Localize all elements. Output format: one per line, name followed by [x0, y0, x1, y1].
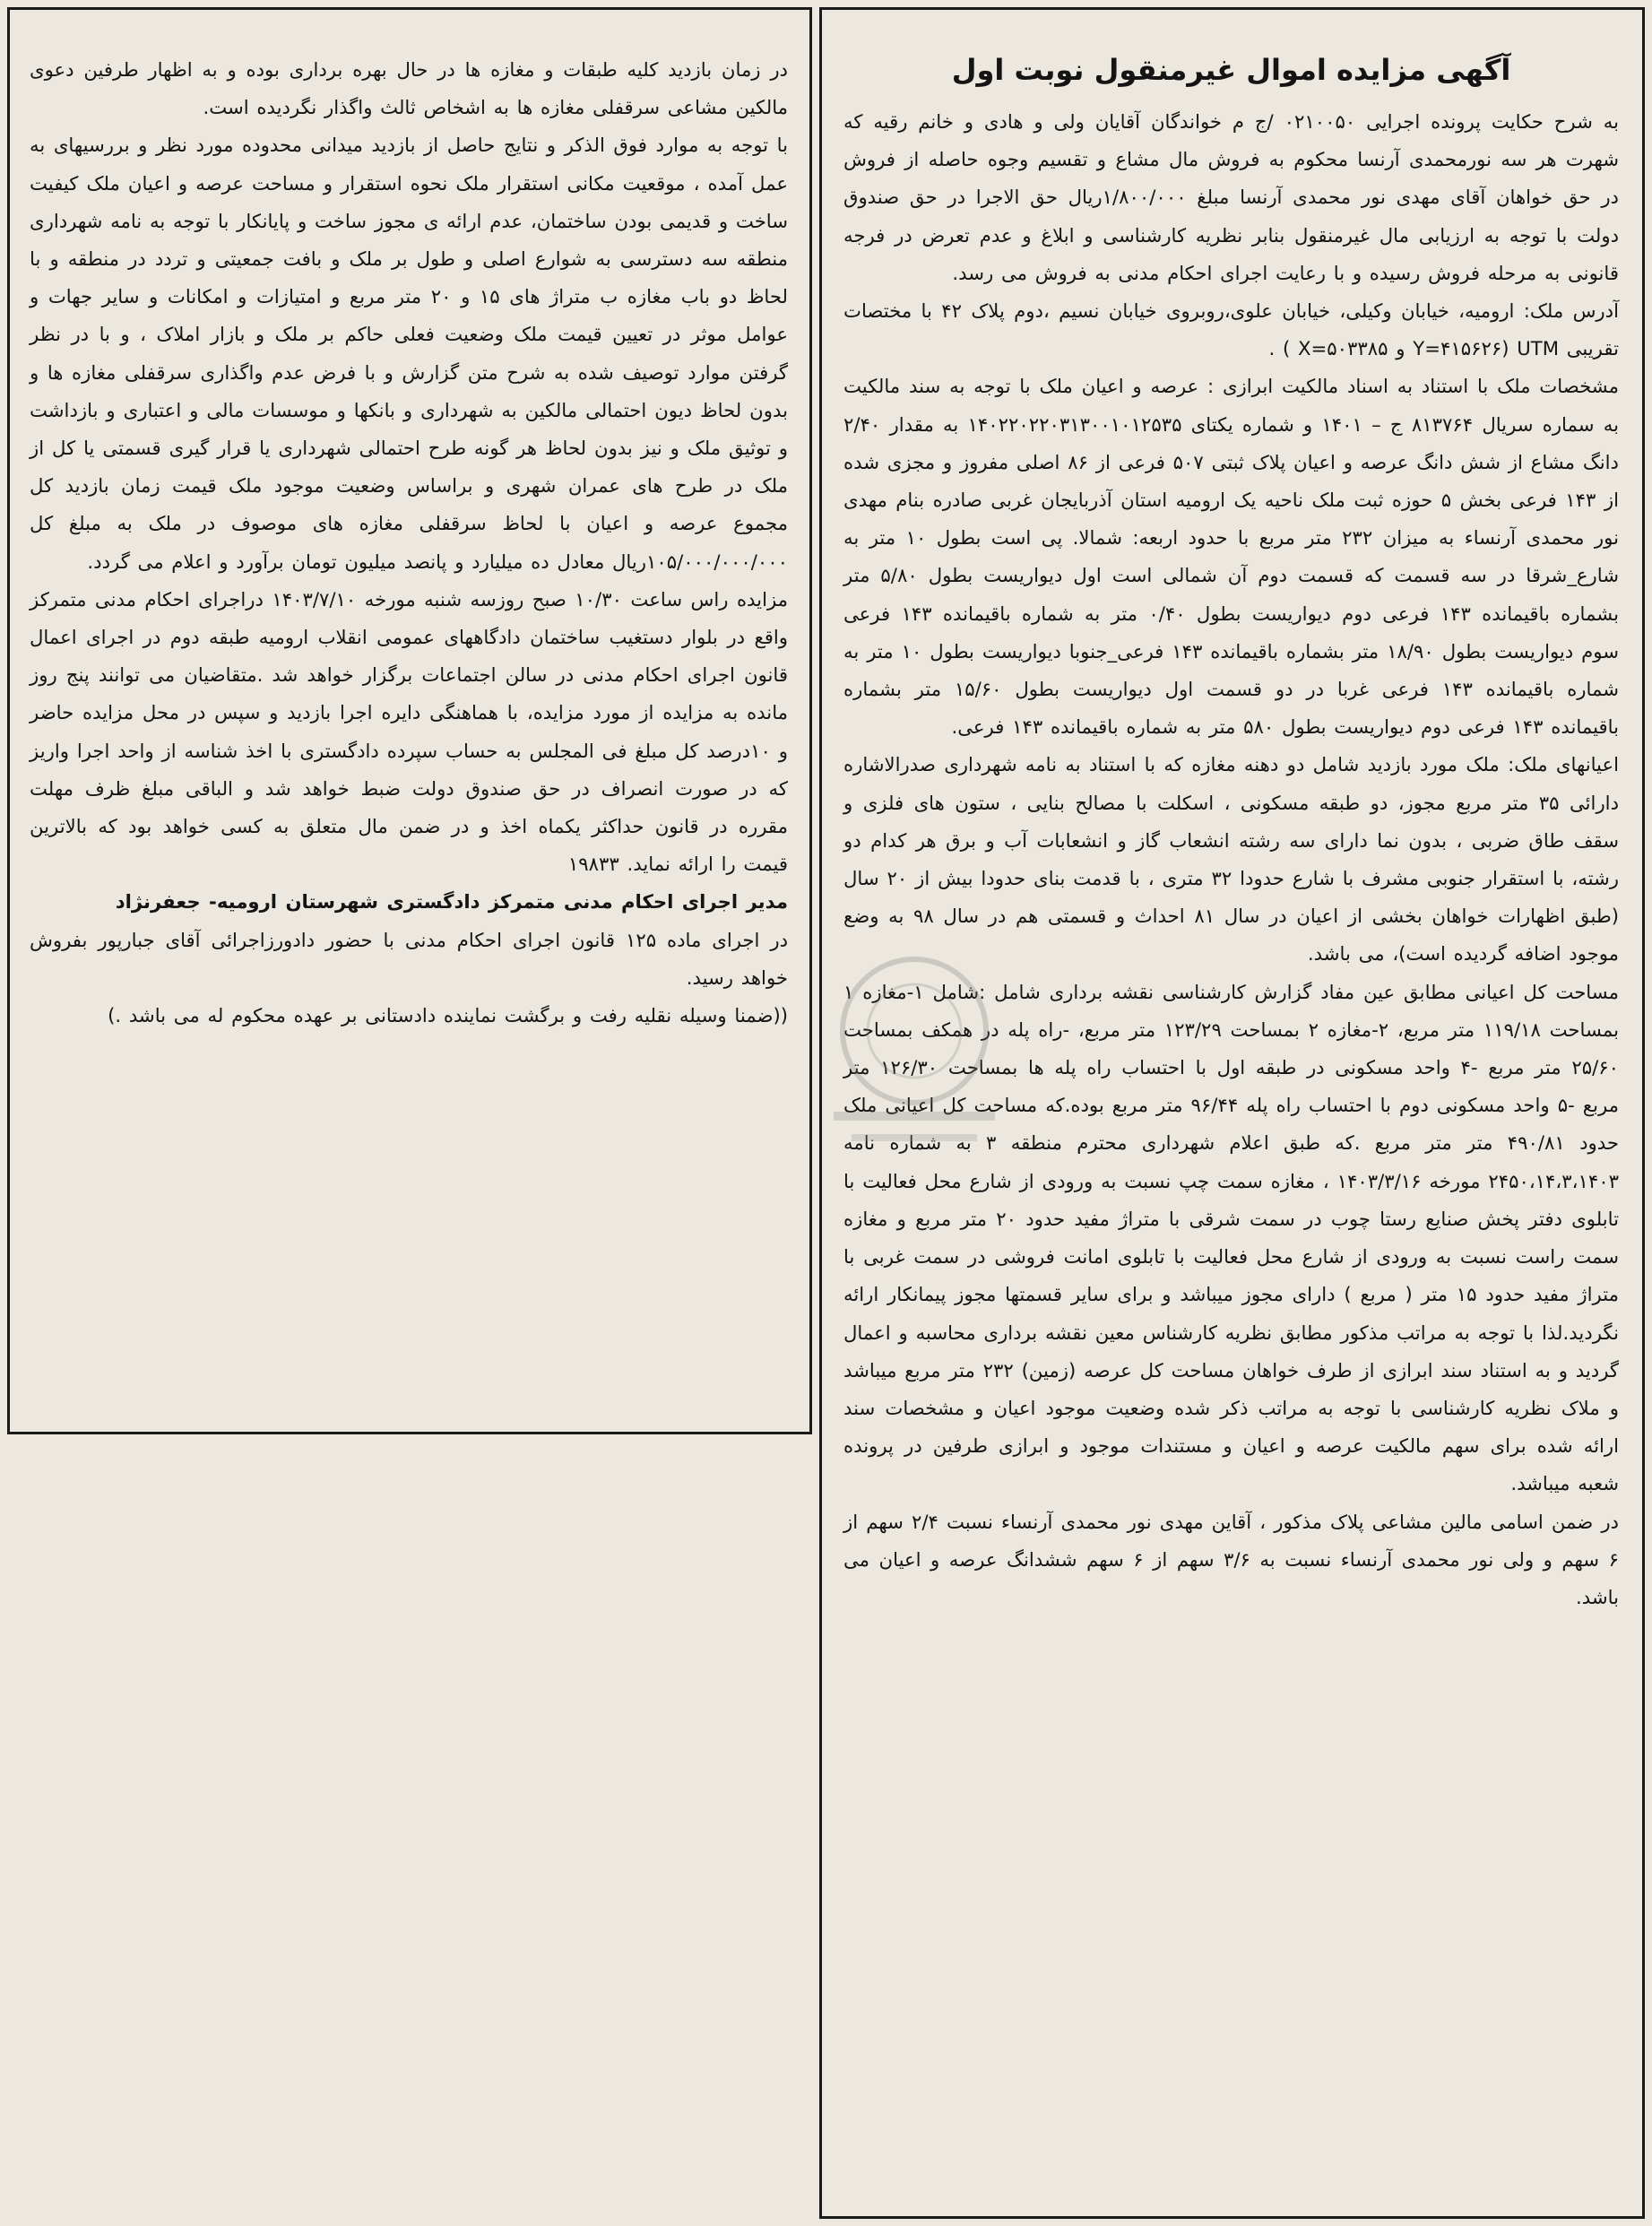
transport-note: ((ضمنا وسیله نقلیه رفت و برگشت نماینده دادستانی بر عهده محکوم له می باشد .) — [108, 1004, 788, 1027]
total-area-paragraph: مساحت کل اعیانی مطابق عین مفاد گزارش کارشناسی نقشه برداری شامل :شامل ۱-مغازه ۱ بمساحت ۱۱۹/۱۸ متر مربع، ۲-مغازه ۲ بمساحت ۱۲۳/۲۹ متر مربع، -راه پله در همکف بمساحت ۲۵/۶۰ متر مربع -۴ واحد مسکونی در طبقه اول با احتساب راه پله ها بمساحت ۱۲۶/۳۰ متر مربع -۵ واحد مسکونی دوم با احتساب راه پله ۹۶/۴۴ متر مربع بوده.که مساحت کل اعیانی ملک حدود ۴۹۰/۸۱ متر متر مربع .که طبق اعلام شهرداری محترم منطقه ۳ به شماره نامه ۲۴۵۰،۱۴،۳،۱۴۰۳ مورخه ۱۴۰۳/۳/۱۶ ، مغازه سمت چپ نسبت به ورودی از شارع محل فعالیت با تابلوی دفتر پخش صنایع رستا چوب در سمت شرقی با متراژ مفید حدود ۲۰ متر مربع و مغازه سمت راست نسبت به ورودی از شارع محل فعالیت با تابلوی امانت فروشی در سمت غربی با متراژ مفید حدود ۱۵ متر ( مربع ) دارای مجوز میباشد و برای سایر قسمتها مجوز پیمانکار ارائه نگردید.لذا با توجه به مراتب مذکور مطابق نظریه کارشناس معین نقشه برداری محاسبه و اعمال گردید و به استناد سند ابرازی از طرف خواهان مساحت کل عرصه (زمین) ۲۳۲ متر مربع میباشد و ملاک نظریه کارشناسی با توجه به مراتب ذکر شده وضعیت موجود اعیان و مشخصات سند ارائه شده برای سهم مالکیت عرصه و اعیان و مستندات موجود و ابرازی طرفین در پرونده شعبه میباشد. — [843, 980, 1620, 1495]
case-summary-paragraph: به شرح حکایت پرونده اجرایی ۰۲۱۰۰۵۰ /ج م خواندگان آقایان ولی و هادی و خانم رقیه که شهرت هر سه نورمحمدی آرنسا محکوم به فروش مال مشاع و تقسیم وجوه حاصله از فروش در حق خواهان آقای مهدی نور محمدی آرنسا مبلغ ۱/۸۰۰/۰۰۰ریال حق الاجرا در حق صندوق دولت با توجه به ارزیابی مال غیرمنقول بنابر نظریه کارشناسی و ابلاغ و عدم تعرض در فرجه قانونی به مرحله فروش رسیده و با رعایت اجرای احکام مدنی به فروش می رسد. — [843, 110, 1619, 284]
notice-continuation-column — [7, 7, 812, 1434]
signature-line: مدیر اجرای احکام مدنی متمرکز دادگستری شهرستان ارومیه- جعفرنژاد — [115, 890, 788, 914]
co-owners-paragraph: در ضمن اسامی مالین مشاعی پلاک مذکور ، آقاین مهدی نور محمدی آرنساء نسبت ۲/۴ سهم از ۶ سهم و ولی نور محمدی آرنساء نسبت به ۳/۶ سهم از ۶ سهم ششدانگ عرصه و اعیان می باشد. — [843, 1510, 1619, 1608]
visit-status-paragraph: در زمان بازدید کلیه طبقات و مغازه ها در حال بهره برداری بوده و به اظهار طرفین دعوی مالکین مشاعی سرقفلی مغازه ها به اشخاص ثالث واگذار نگردیده است. — [30, 58, 788, 119]
auction-time-paragraph: مزایده راس ساعت ۱۰/۳۰ صبح روزسه شنبه مورخه ۱۴۰۳/۷/۱۰ دراجرای احکام مدنی متمرکز واقع در بلوار دستغیب ساختمان دادگاههای عمومی انقلاب ارومیه طبقه دوم در اجرای اعمال قانون اجرای احکام مدنی در سالن اجتماعات برگزار خواهد شد .متقاضیان می توانند پنج روز مانده به مزایده از مورد مزایده، با هماهنگی دایره اجرا بازدید و سپس در محل مزایده حاضر و ۱۰درصد کل مبلغ فی المجلس به حساب سپرده دادگستری با اخذ شناسه از واحد اجرا واریز که در صورت انصراف در حق صندوق دولت ضبط خواهد شد و الباقی مبلغ ظرف مهلت مقرره در قانون حداکثر یکماه اخذ و در ضمن مال متعلق به کسی خواهد بود که بالاترین قیمت را ارائه نماید. ۱۹۸۳۳ — [30, 587, 788, 876]
article-note: در اجرای ماده ۱۲۵ قانون اجرای احکام مدنی با حضور دادورزاجرائی آقای جبارپور بفروش خواهد رسید. — [30, 928, 789, 989]
valuation-paragraph: با توجه به موارد فوق الذکر و نتایج حاصل از بازدید میدانی محدوده مورد نظر و بررسیهای به عمل آمده ، موقعیت مکانی استقرار ملک نحوه استقرار و مساحت عرصه و اعیان ملک کیفیت ساخت و قدیمی بودن ساختمان، عدم ارائه ی مجوز ساخت و پایانکار با توجه به نامه شهرداری منطقه سه دسترسی به شوارع اصلی و طول بر ملک و بافت جمعیتی و تردد در منطقه و با لحاظ دو باب مغازه ب متراژ های ۱۵ و ۲۰ متر مربع و امتیازات و امکانات و سایر جهات و عوامل موثر در تعیین قیمت ملک وضعیت فعلی حاکم بر ملک و بازار املاک ، و با در نظر گرفتن موارد توصیف شده به شرح متن گزارش و با فرض عدم واگذاری سرقفلی مغازه ها و بدون لحاظ دیون احتمالی مالکین به شهرداری و بانکها و موسسات مالی و اعتباری و بازداشت و توثیق ملک و نیز بدون لحاظ هر گونه طرح احتمالی شهرداری یا قرار گیری قسمتی یا کل از ملک در طرح های عمران شهری و براساس وضعیت موجود ملک قیمت زمان بازدید کل مجموع عرصه و اعیان با لحاظ سرقفلی مغازه های موصوف در ملک به مبلغ کل ۱۰۵/۰۰۰/۰۰۰/۰۰۰ریال معادل ده میلیارد و پانصد میلیون تومان برآورد و اعلام می گردد. — [30, 134, 789, 573]
notice-title: آگهی مزایده اموال غیرمنقول نوبت اول — [951, 53, 1511, 87]
property-specs-paragraph: مشخصات ملک با استناد به اسناد مالکیت ابرازی : عرصه و اعیان ملک با توجه به سند مالکیت به سماره سریال ۸۱۳۷۶۴ ج – ۱۴۰۱ و شماره یکتای ۱۴۰۲۲۰۲۲۰۳۱۳۰۰۱۰۱۲۵۳۵ به مقدار ۲/۴۰ دانگ مشاع از شش دانگ عرصه و اعیان پلاک ثبتی ۵۰۷ فرعی از ۸۶ اصلی مفروز و مجزی شده از ۱۴۳ فرعی بخش ۵ حوزه ثبت ملک ناحیه یک ارومیه استان آذربایجان غربی صادره بنام مهدی نور محمدی آرنساء به میزان ۲۳۲ متر مربع با حدود اربعه: شمالا. پی است بطول ۱۰ متر به شارع_شرقا در سه قسمت که قسمت دوم آن شمالی است اول دیواریست بطول ۵/۸۰ متر بشماره باقیمانده ۱۴۳ فرعی دوم دیواریست بطول ۰/۴۰ متر به شماره باقیمانده ۱۴۳ فرعی سوم دیواریست بطول ۱۸/۹۰ متر بشماره باقیمانده ۱۴۳ فرعی_جنوبا دیواریست بطول ۱۰ متر به شماره باقیمانده ۱۴۳ فرعی غربا در دو قسمت اول دیواریست بطول ۱۵/۶۰ متر بشماره باقیمانده ۱۴۳ فرعی دوم دیواریست بطول ۵۸۰ متر به شماره باقیمانده ۱۴۳ فرعی. — [843, 375, 1620, 739]
property-address-paragraph: آدرس ملک: ارومیه، خیابان وکیلی، خیابان علوی،روبروی خیابان نسیم ،دوم پلاک ۴۲ با مختصات تقریبی UTM (Y=۴۱۵۶۲۶ و X=۵۰۳۳۸۵ ) . — [843, 299, 1619, 360]
buildings-paragraph: اعیانهای ملک: ملک مورد بازدید شامل دو دهنه مغازه که با استناد به نامه شهرداری صدرالاشاره دارائی ۳۵ متر مربع مجوز، دو طبقه مسکونی ، اسکلت با مصالح بنایی ، ستون های فلزی و سقف طاق ضربی ، بدون نما دارای سه رشته انشعاب گاز و انشعابات آب و برق هر کدام دو رشته، با استقرار جنوبی مشرف با شارع حدودا ۳۲ متری ، با قدمت بنای حدودا بیش از ۲۰ سال (طبق اظهارات خواهان بخشی از اعیان در سال ۸۱ احداث و قسمتی هم در سال ۹۸ به وضع موجود اضافه گردیده است)، می باشد. — [843, 753, 1620, 966]
notice-main-column — [819, 7, 1645, 2219]
